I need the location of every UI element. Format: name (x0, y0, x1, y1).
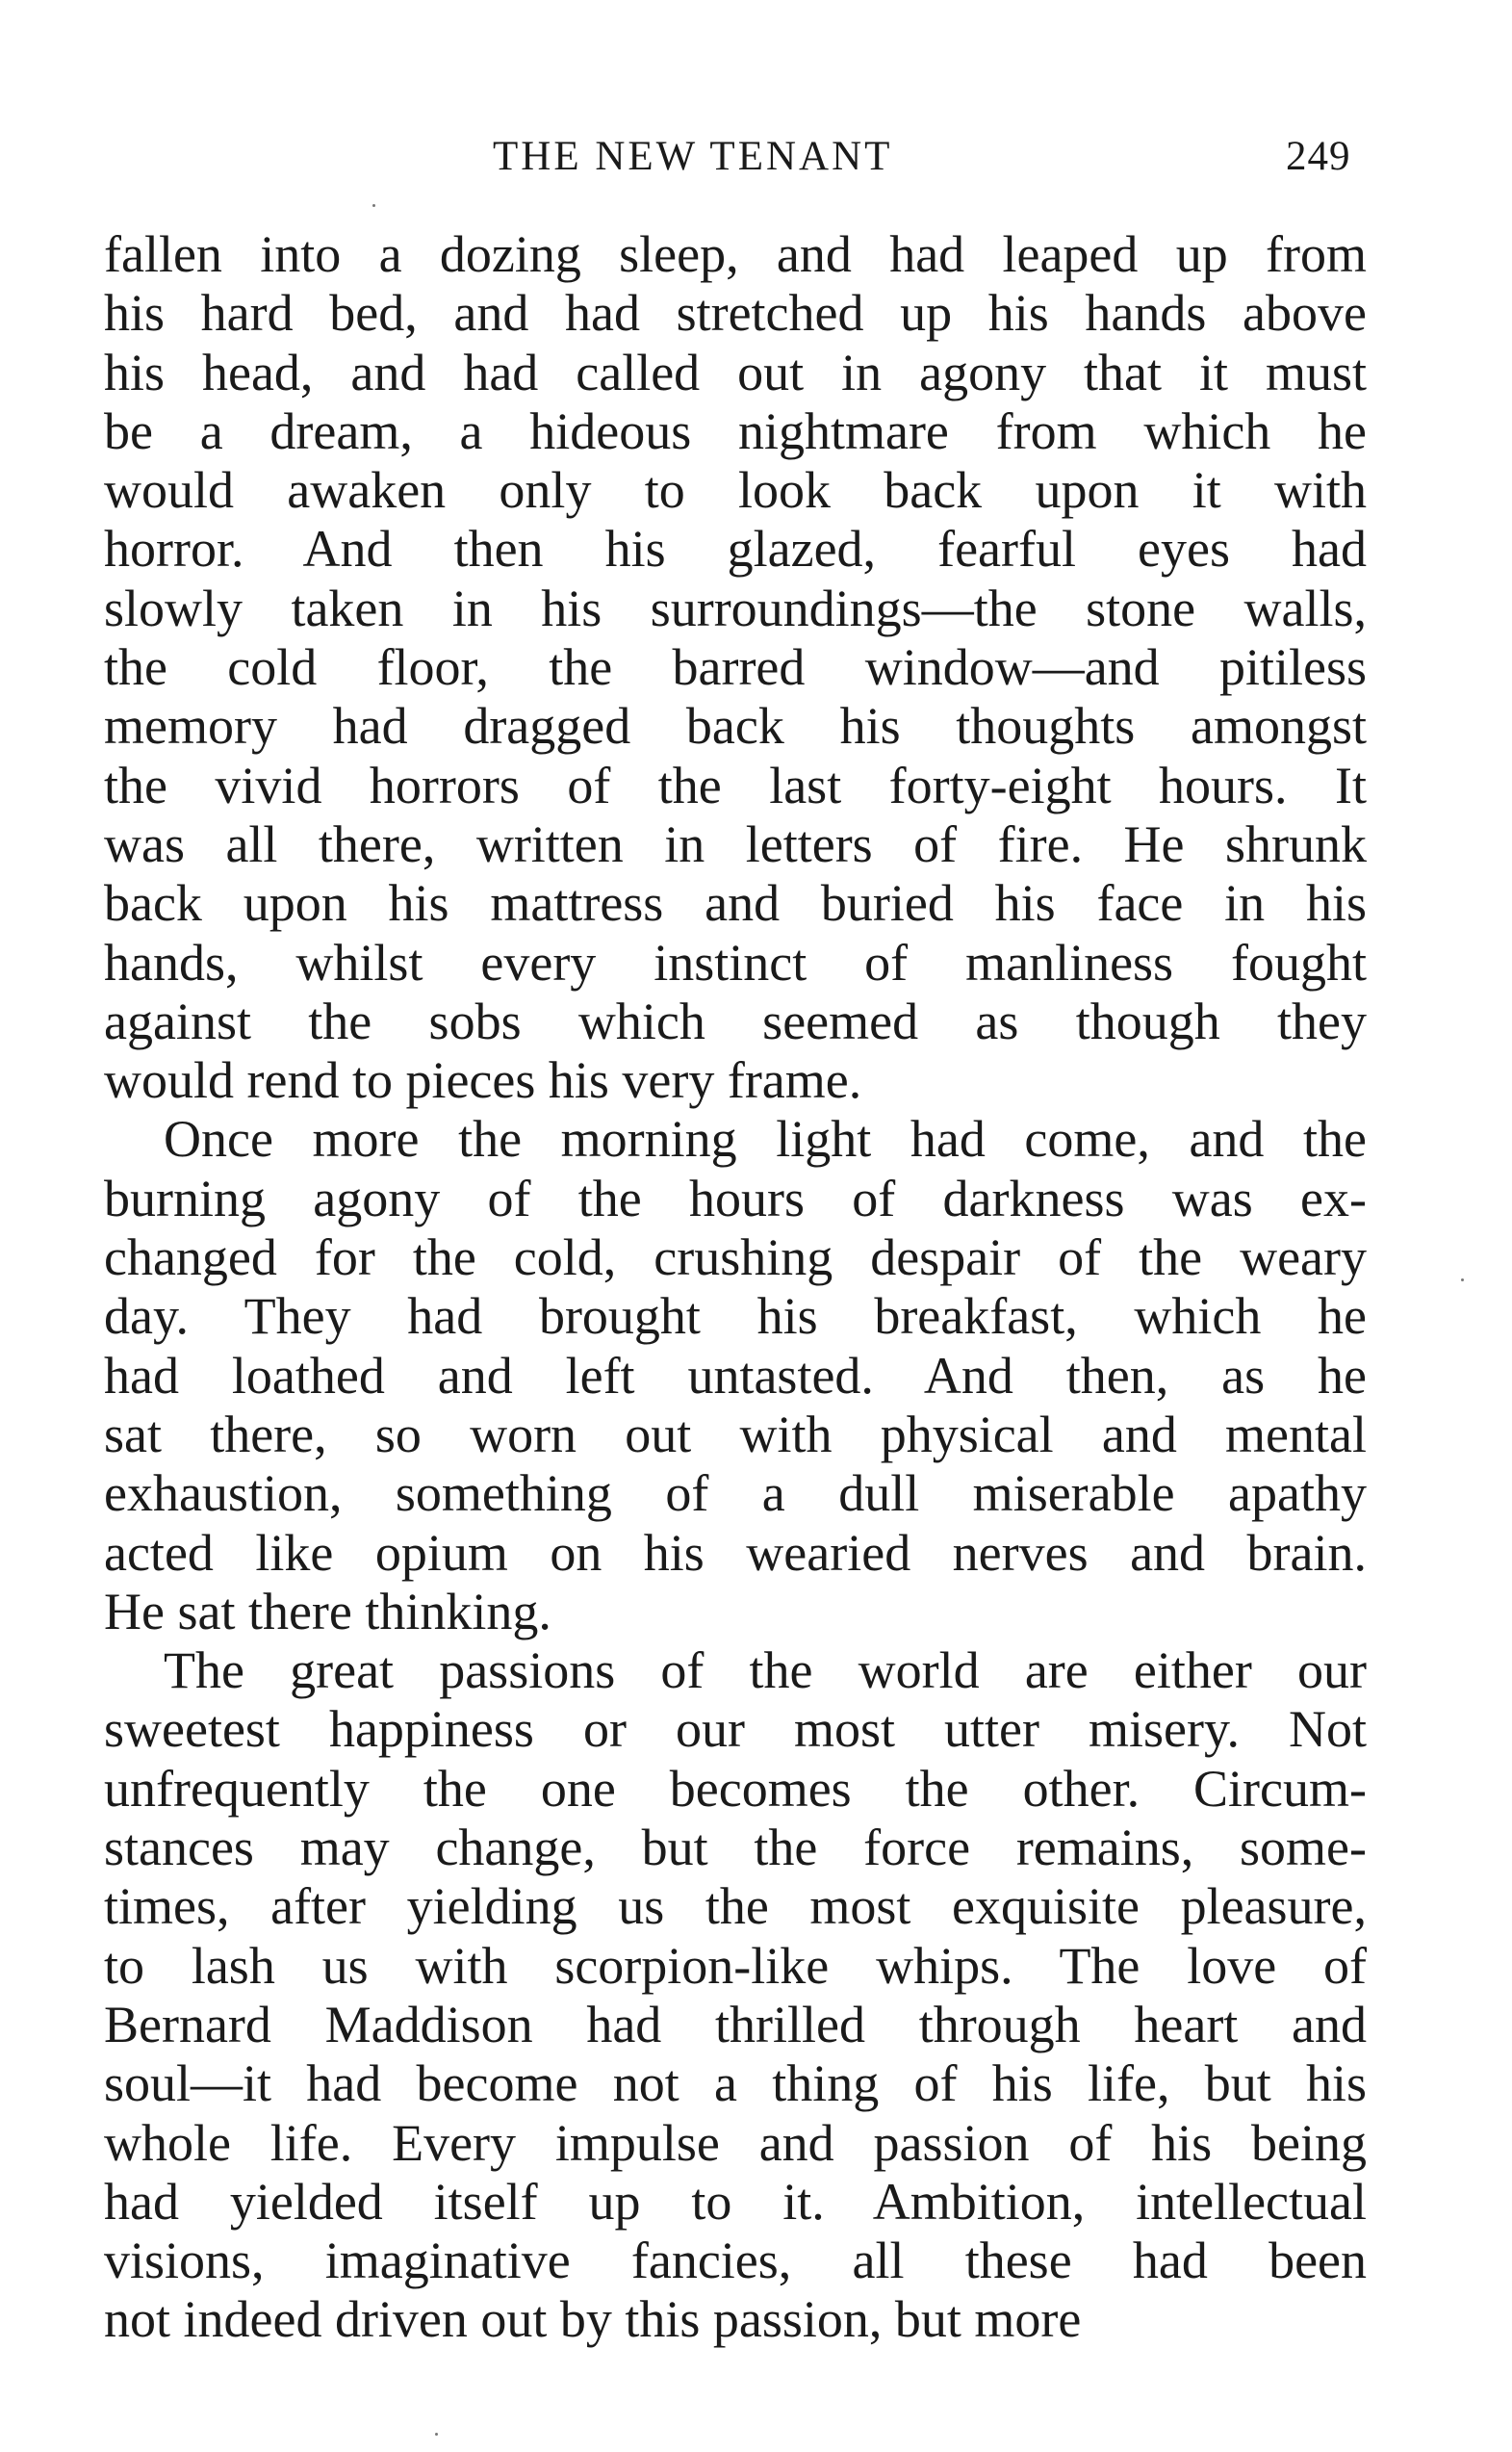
text-line: unfrequently the one becomes the other. Circum- (104, 1759, 1367, 1818)
text-line: visions, imaginative fancies, all these had been (104, 2232, 1367, 2290)
text-line: Once more the morning light had come, and the (164, 1110, 1367, 1169)
text-line: be a dream, a hideous nightmare from which he (104, 401, 1367, 460)
body-text (104, 225, 1367, 2350)
paper-speck (372, 204, 375, 207)
text-line: back upon his mattress and buried his face in his (104, 874, 1367, 933)
text-line: horror. And then his glazed, fearful eyes had (104, 520, 1367, 579)
paper-speck (435, 2433, 438, 2436)
text-line: The great passions of the world are either our (164, 1641, 1367, 1700)
text-line: hands, whilst every instinct of manliness fought (104, 933, 1367, 992)
text-line: would rend to pieces his very frame. (104, 1051, 862, 1110)
text-line: stances may change, but the force remains, some- (104, 1819, 1367, 1877)
paragraph (104, 1641, 1367, 2350)
text-line: sweetest happiness or our most utter misery. Not (104, 1700, 1367, 1759)
page-number: 249 (1286, 134, 1351, 179)
text-line: changed for the cold, crushing despair of the weary (104, 1228, 1367, 1287)
text-line: his hard bed, and had stretched up his hands above (104, 284, 1367, 343)
text-line: burning agony of the hours of darkness was ex- (104, 1169, 1367, 1227)
running-title: THE NEW TENANT (493, 134, 893, 179)
text-line: memory had dragged back his thoughts amongst (104, 697, 1367, 756)
text-line: had loathed and left untasted. And then, as he (104, 1346, 1367, 1405)
paper-speck (1461, 1278, 1464, 1281)
text-line: would awaken only to look back upon it with (104, 461, 1367, 520)
text-line: had yielded itself up to it. Ambition, intellectual (104, 2172, 1367, 2231)
paragraph (104, 1110, 1367, 1641)
text-line: against the sobs which seemed as though they (104, 992, 1367, 1050)
text-line: the cold floor, the barred window—and pitiless (104, 638, 1367, 697)
text-line: not indeed driven out by this passion, but more (104, 2290, 1082, 2349)
text-line: to lash us with scorpion-like whips. The love of (104, 1936, 1367, 1995)
text-line: fallen into a dozing sleep, and had leaped up from (104, 225, 1367, 283)
text-line: day. They had brought his breakfast, which he (104, 1287, 1367, 1346)
text-line: whole life. Every impulse and passion of his being (104, 2113, 1367, 2172)
running-head (0, 133, 1512, 191)
text-line: acted like opium on his wearied nerves and brain. (104, 1523, 1367, 1582)
text-line: slowly taken in his surroundings—the stone walls, (104, 579, 1367, 637)
paragraph (104, 225, 1367, 1110)
text-line: sat there, so worn out with physical and mental (104, 1405, 1367, 1463)
text-line: was all there, written in letters of fire. He shrunk (104, 814, 1367, 873)
text-line: the vivid horrors of the last forty-eight hours. It (104, 756, 1367, 814)
text-line: exhaustion, something of a dull miserable apathy (104, 1464, 1367, 1523)
text-line: his head, and had called out in agony that it must (104, 343, 1367, 401)
text-line: times, after yielding us the most exquisite pleasure, (104, 1877, 1367, 1936)
text-line: He sat there thinking. (104, 1582, 551, 1640)
text-line: soul—it had become not a thing of his life, but his (104, 2054, 1367, 2113)
text-line: Bernard Maddison had thrilled through heart and (104, 1995, 1367, 2053)
